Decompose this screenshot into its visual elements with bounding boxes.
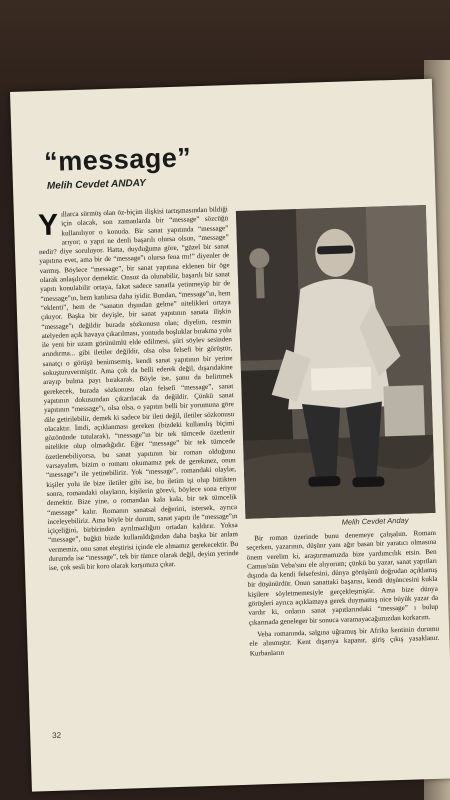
article-paragraph: Bir roman üzerinde bunu denemeye çalışalım. Romanı seçerken, yazarının, düşünr yanı ağır basan bir yaratıcı olmasına önem verelim ki, araştırmamızda bize yardımcılık etsin. Ben Camus'nün Veba'sını ele alıyorum; çünkü bu yazar, sanat yapıtları dışında da kendi felsefesini, dünya görüşünü doğrudan açıklamış bir düşünürdür. Onun sanattaki başarısı, kendi düşüncesini kukla kişilere söyletmemesiyle gerçekleşmiştir. Ama bize dünya görüşleri ayrıca açıklamaya gerek duymamış nice büyük yazar da vardır ki, onların sanat yapıtlarındaki “message” ı bulup çıkarmada geneleger bir sonuca varamayacağımızdan korkarım.	[246, 528, 439, 627]
page-number: 32	[52, 730, 62, 740]
drop-cap: Y	[37, 208, 59, 243]
article-right-column	[246, 529, 443, 745]
article-headline: “message”	[43, 142, 192, 177]
magazine-page	[10, 79, 450, 792]
article-paragraph: Veba romanında, salgına uğramuş bir Afrika kentinin durumu ele alınmıştır. Kent dışarıya kapanır, giriş çıkış yasaklanır. Kurbanların	[249, 624, 440, 658]
article-byline: Melih Cevdet ANDAY	[46, 177, 147, 192]
photo-caption: Melih Cevdet Anday	[341, 515, 409, 527]
author-photo-illustration	[236, 205, 436, 519]
article-left-column	[38, 205, 244, 731]
author-photo	[236, 205, 436, 519]
article-paragraph: ıllarca sürmüş olan öz-biçim ilişkisi tartışmasından bildiği için olacak, son zamanlarda bir “message” sözcüğü kullanılıyor o konuda. Bir sanat yapıtında “message” arıyor; o yapıt ne denli başarılı olursa olsun, “message” nedir? diye soruluyor. Hatta, duyduğuma göre, “güzel bir sanat yapıtına evet, ama bir de “message”ı olursa fena mı!” diyenler de varmış. Böylece “message”, bir sanat yapıtına eklenen bir öge olarak anlaşılıyor demektir. Onsuz da olunabilir, başarılı bir sanat yapıtı konulabilir ortaya, fakat sadece sanatla yetinmeyip bir de “message”ın, hem katılırsa daha iyidir. Bundan, “message”ın, hem “eklenti”, hem de “sanatın dışından gelme” nitelikleri ortaya çıkıyor. Başka bir deyişle, bir sanat yapıtının sanata ilişkin “message”ı değildir burada sözkonusu olan; diyelim, resmin atelyeden açık havaya çıkarılması, yontuda boşluklar bırakma yolu ile yeni bir uzam görünümlü elde edilmesi, şiiri söylev sesinden arındırma... gibi iletiler değildir, olsa olsa felsefi bir görüştür, sanatçı o görüşü benimsemiş, kendi sanat yapıtının bir yerine sokuşturuvermiştir. Ama çok da belli ederek değil, dışarıdakine arayıp bulma payı bırakarak. Böyle ise, şunu da belirtmek gerekecek, burada sözkonusu olan felsefi “message”, sanat yapıtının dokusundan çıkarılacak da değildir. Çünkü sanat yapıtının “message”ı, olsa olsa, o yapıtın belli bir yorumuna göre dile getirilebilir, demek ki sadece bir ileti değil, iletiler sözkonusu olacaktır. İmdi, açıklanması gereken (bizdeki kullanılış biçimi gözönünde tutularak), “message”ın bir tek tümcede özetlenir nitelikte olup olmadığıdır. Eğer “message” bir tek tümcede özetlenebiliyorsa, bu sanat yapıtının bir roman olduğunu varsayalım, bizim o romanı okumamız pek de gerekmez, onun “message”ı ile yetinebiliriz. Yok “message”, romandaki olaylar, kişiler yolu ile bize iletiler gibi ise, bu iletim işi olup bittikten sonra, romandaki olayların, kişilerin görevi, böylece sona eriyor demektir. Bize yine, o romandan kala kala, bir tek tümcelik “message” kalır. Romanın sanatsal değerini, istersek, ayrıca inceleyebiliriz. Ama böyle bir durum, sanat yapıtı ile “message”ın içiçeliğini, birbirinden ayrılmazlığını ortadan kaldırır. Yoksa “message”, buğkü bizde kullanıldığından daha başka bir anlam vermemiz, onu sanat eleştirisi içinde ele almamız gerekecektir. Bu durumda ise “message”, tek bir tümce olarak değil, deyim yerinde ise, çok sesli bir koro olarak karşımıza çıkar.	[38, 205, 239, 573]
